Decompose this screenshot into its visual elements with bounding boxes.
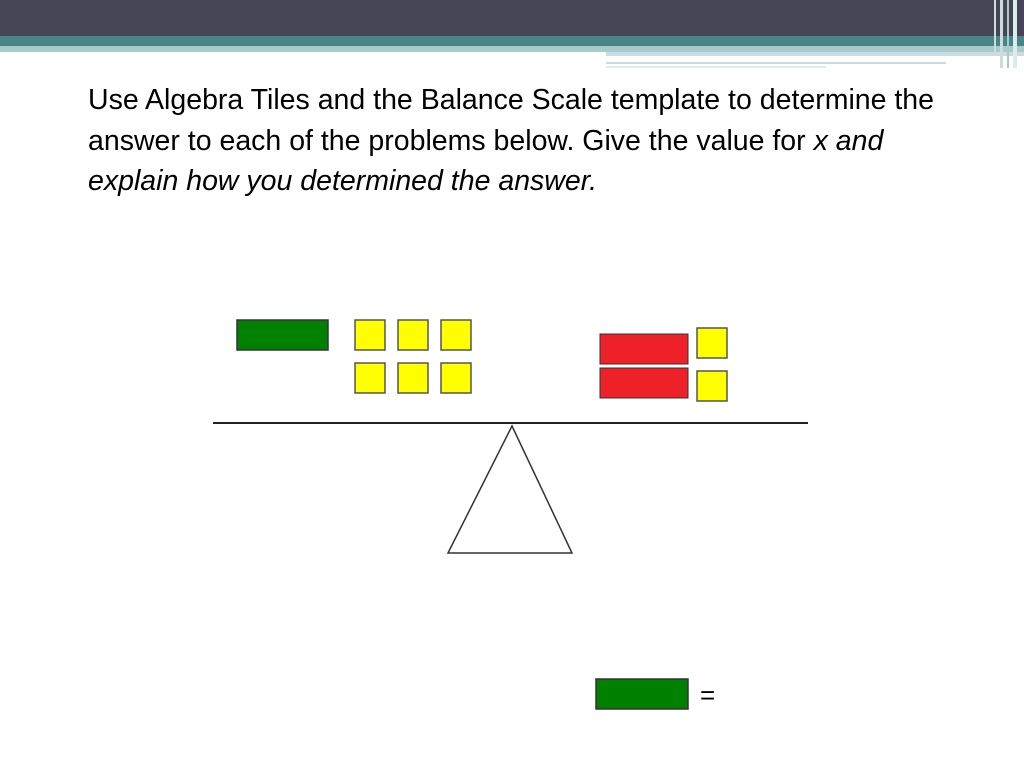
unit-tile [697,371,727,401]
unit-tile [398,320,428,350]
unit-tile [697,328,727,358]
unit-tile [355,363,385,393]
x-tile [237,320,328,350]
instructions-plain: Use Algebra Tiles and the Balance Scale template to determine the answer to each of the problems below. Give the value for [88,84,935,157]
unit-tile [441,320,471,350]
fulcrum-triangle [448,426,572,553]
instructions-italic: x and explain how you determined the answer. [88,124,884,197]
unit-tile [398,363,428,393]
negative-x-tile [600,368,688,398]
unit-tile [441,363,471,393]
unit-tile [355,320,385,350]
negative-x-tile [600,334,688,364]
equals-sign: = [700,680,716,710]
answer-x-tile [596,679,688,709]
